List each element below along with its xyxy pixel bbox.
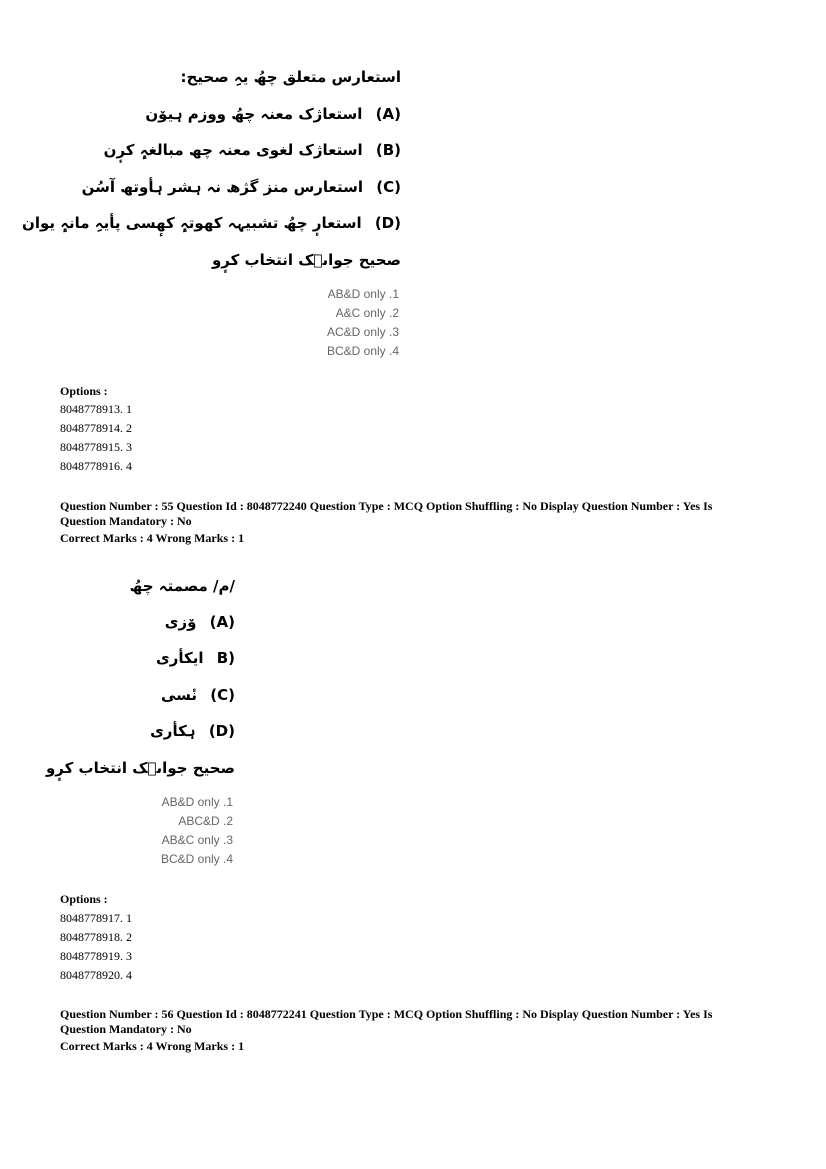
statement-text: استعاژک لغوی معنہ چھ مبالغہٕ کرٕن	[103, 141, 363, 159]
q55-option-3: 8048778919. 3	[60, 949, 132, 963]
q56-marks: Correct Marks : 4 Wrong Marks : 1	[60, 1039, 245, 1053]
q54-statement-d	[22, 214, 401, 232]
q55-option-1: 8048778917. 1	[60, 911, 132, 925]
statement-label: (D)	[374, 214, 401, 232]
q55-prompt: /م/ مصمتہ چھُ	[129, 577, 235, 595]
statement-text: ہکأری	[150, 722, 196, 740]
q55-statement-a	[165, 613, 235, 631]
q55-statement-d	[150, 722, 235, 740]
q54-statement-c	[82, 178, 401, 196]
statement-label: (C)	[376, 178, 401, 196]
statement-text: استعارس منز گژھ نہ ہشر ہأوتھ آسُن	[81, 178, 364, 196]
statement-text: استعاژک معنہ چھُ ووزم ہیوٚن	[145, 105, 363, 123]
q56-meta-line2: Question Mandatory : No	[60, 1022, 192, 1036]
statement-label: (C)	[210, 686, 235, 704]
statement-label: B)	[216, 649, 235, 667]
q56-meta	[60, 1007, 760, 1054]
q56-meta-line1: Question Number : 56 Question Id : 8048772241 Question Type : MCQ Option Shuffling : No Display Question Number : Yes Is	[60, 1007, 713, 1021]
q54-options-label: Options :	[60, 384, 108, 398]
q55-answer-4: BC&D only .4	[160, 852, 233, 866]
statement-label: (D)	[208, 722, 235, 740]
statement-label: (B)	[375, 141, 401, 159]
q54-prompt: استعارس متعلق چھُ یہِ صحیح:	[180, 68, 401, 86]
statement-label: (A)	[375, 105, 401, 123]
q54-statement-a	[145, 105, 401, 123]
q55-meta-line2: Question Mandatory : No	[60, 514, 192, 528]
q55-option-2: 8048778918. 2	[60, 930, 132, 944]
q54-option-2: 8048778914. 2	[60, 421, 132, 435]
q55-meta-line1: Question Number : 55 Question Id : 8048772240 Question Type : MCQ Option Shuffling : No Display Question Number : Yes Is	[60, 499, 713, 513]
q55-statement-c	[161, 686, 235, 704]
statement-text: ایکأری	[155, 649, 204, 667]
statement-text: استعارٕ چھُ تشبیہہ کھوتہٕ کھٕسی پأیہِ مانہٕ یوان	[22, 214, 362, 232]
q55-answer-1: AB&D only .1	[161, 795, 233, 809]
q55-marks: Correct Marks : 4 Wrong Marks : 1	[60, 531, 245, 545]
q54-instruction: صحیح جواٮ۪ک انتخاب کرٕو	[211, 251, 401, 269]
q55-answer-3: AB&C only .3	[161, 833, 233, 847]
statement-label: (A)	[209, 613, 235, 631]
q55-instruction: صحیح جواٮ۪ک انتخاب کرٕو	[45, 759, 235, 777]
q55-option-4: 8048778920. 4	[60, 968, 132, 982]
q54-answer-4: BC&D only .4	[326, 344, 399, 358]
q54-option-3: 8048778915. 3	[60, 440, 132, 454]
q54-option-4: 8048778916. 4	[60, 459, 132, 473]
statement-text: نٔسی	[160, 686, 198, 704]
statement-text: وٚزی	[164, 613, 197, 631]
q55-answer-2: ABC&D .2	[178, 814, 233, 828]
q54-answer-1: AB&D only .1	[327, 287, 399, 301]
q55-statement-b	[156, 649, 235, 667]
q55-options-label: Options :	[60, 892, 108, 906]
q54-answer-2: A&C only .2	[335, 306, 399, 320]
q54-statement-b	[104, 141, 401, 159]
q54-option-1: 8048778913. 1	[60, 402, 132, 416]
q55-meta	[60, 499, 760, 546]
q54-answer-3: AC&D only .3	[326, 325, 399, 339]
